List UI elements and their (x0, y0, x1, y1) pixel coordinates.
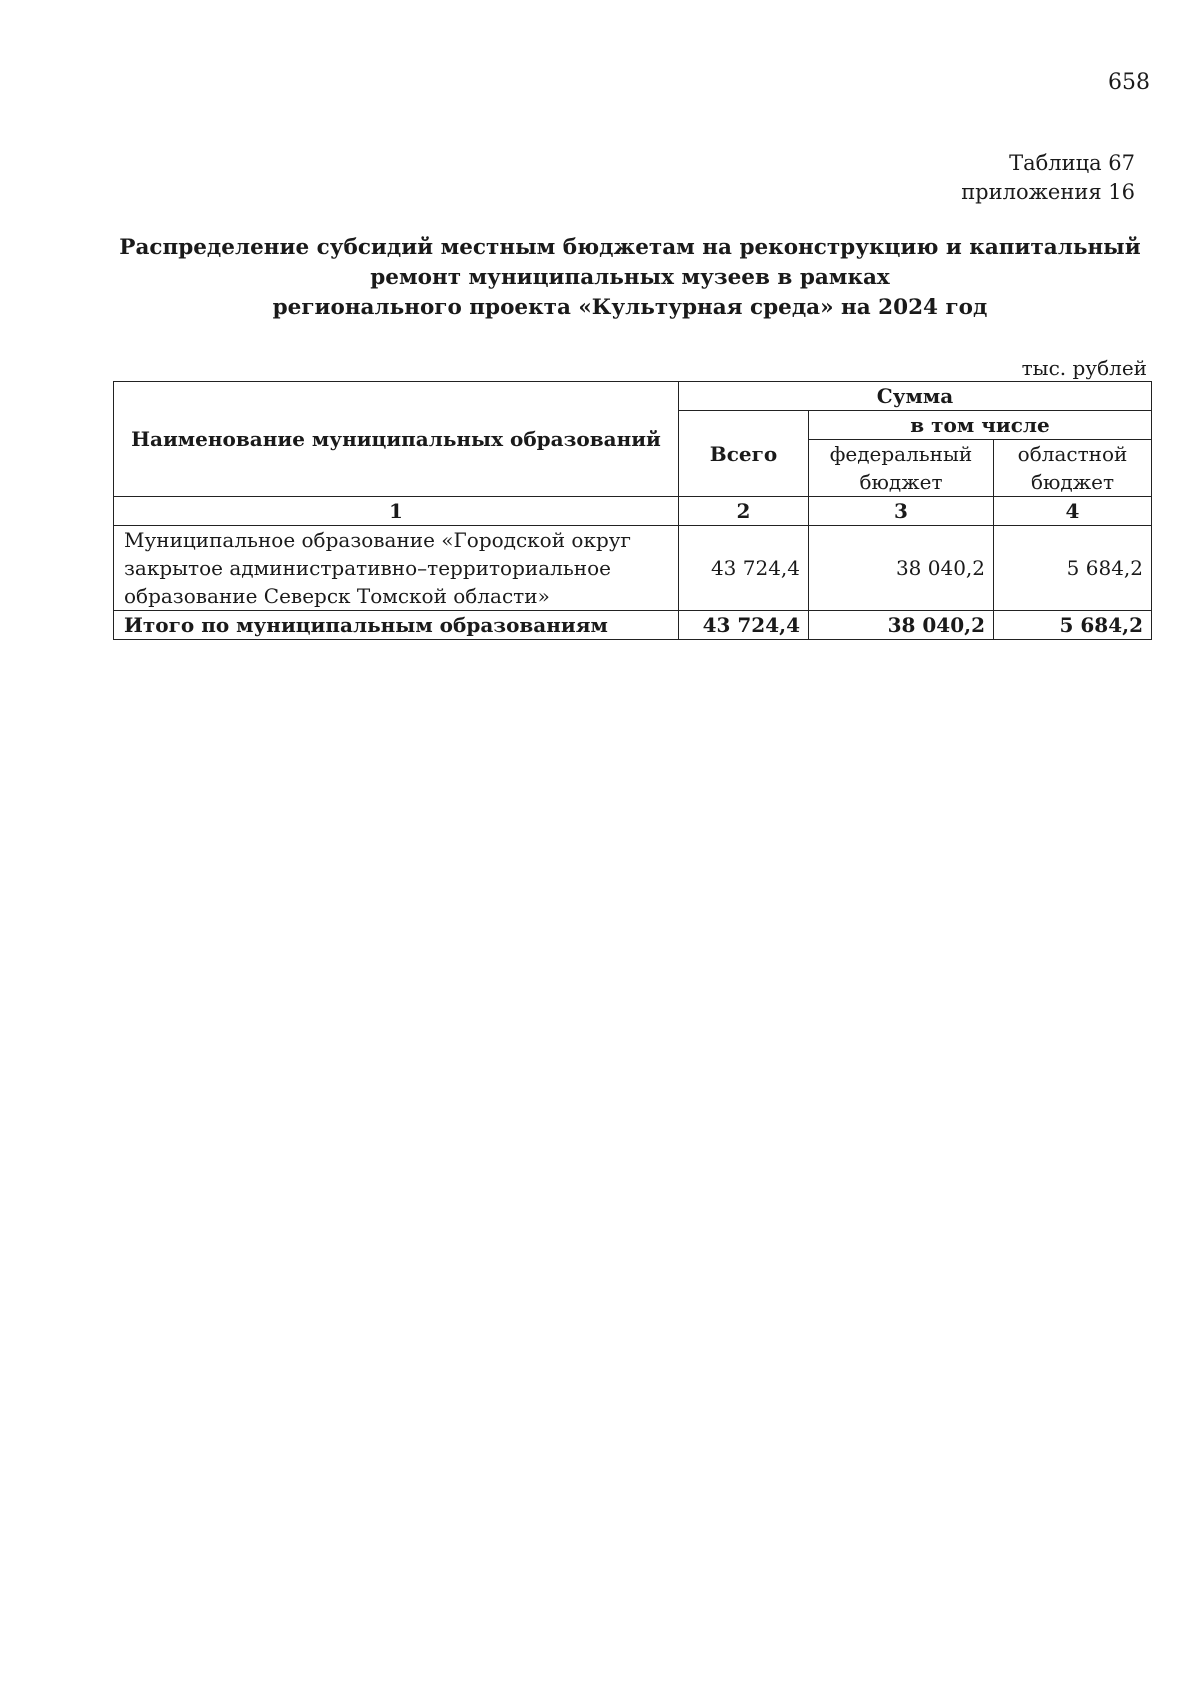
header-federal-line-2: бюджет (859, 470, 943, 494)
column-number: 4 (994, 497, 1152, 526)
units-label: тыс. рублей (1021, 356, 1147, 380)
header-regional-budget (994, 440, 1152, 497)
header-row-1 (114, 382, 1152, 411)
table-reference (961, 149, 1135, 207)
totals-federal-value: 38 040,2 (809, 611, 994, 640)
municipality-name-line-3: образование Северск Томской области» (124, 584, 550, 608)
header-including: в том числе (809, 411, 1152, 440)
municipality-name-line-2: закрытое административно–территориальное (124, 556, 611, 580)
page-number: 658 (1108, 70, 1150, 95)
column-number-row (114, 497, 1152, 526)
municipality-name-line-1: Муниципальное образование «Городской округ (124, 528, 632, 552)
title-line-3: регионального проекта «Культурная среда» на 2024 год (272, 295, 988, 320)
column-number: 3 (809, 497, 994, 526)
municipality-name (114, 526, 679, 611)
totals-row (114, 611, 1152, 640)
header-regional-line-1: областной (1017, 442, 1128, 466)
document-title (110, 233, 1150, 323)
table-reference-line-1: Таблица 67 (1009, 151, 1135, 175)
row-regional-value: 5 684,2 (994, 526, 1152, 611)
row-total-value: 43 724,4 (679, 526, 809, 611)
header-federal-line-1: федеральный (829, 442, 973, 466)
subsidy-table (113, 381, 1152, 640)
header-federal-budget (809, 440, 994, 497)
column-number: 2 (679, 497, 809, 526)
totals-regional-value: 5 684,2 (994, 611, 1152, 640)
column-number: 1 (114, 497, 679, 526)
header-total: Всего (679, 411, 809, 497)
header-sum: Сумма (679, 382, 1152, 411)
header-regional-line-2: бюджет (1030, 470, 1115, 494)
totals-total-value: 43 724,4 (679, 611, 809, 640)
table-row (114, 526, 1152, 611)
title-line-2: ремонт муниципальных музеев в рамках (370, 265, 890, 290)
row-federal-value: 38 040,2 (809, 526, 994, 611)
header-name-column: Наименование муниципальных образований (114, 382, 679, 497)
title-line-1: Распределение субсидий местным бюджетам на реконструкцию и капитальный (119, 235, 1141, 260)
table-reference-line-2: приложения 16 (961, 180, 1135, 204)
totals-label: Итого по муниципальным образованиям (114, 611, 679, 640)
